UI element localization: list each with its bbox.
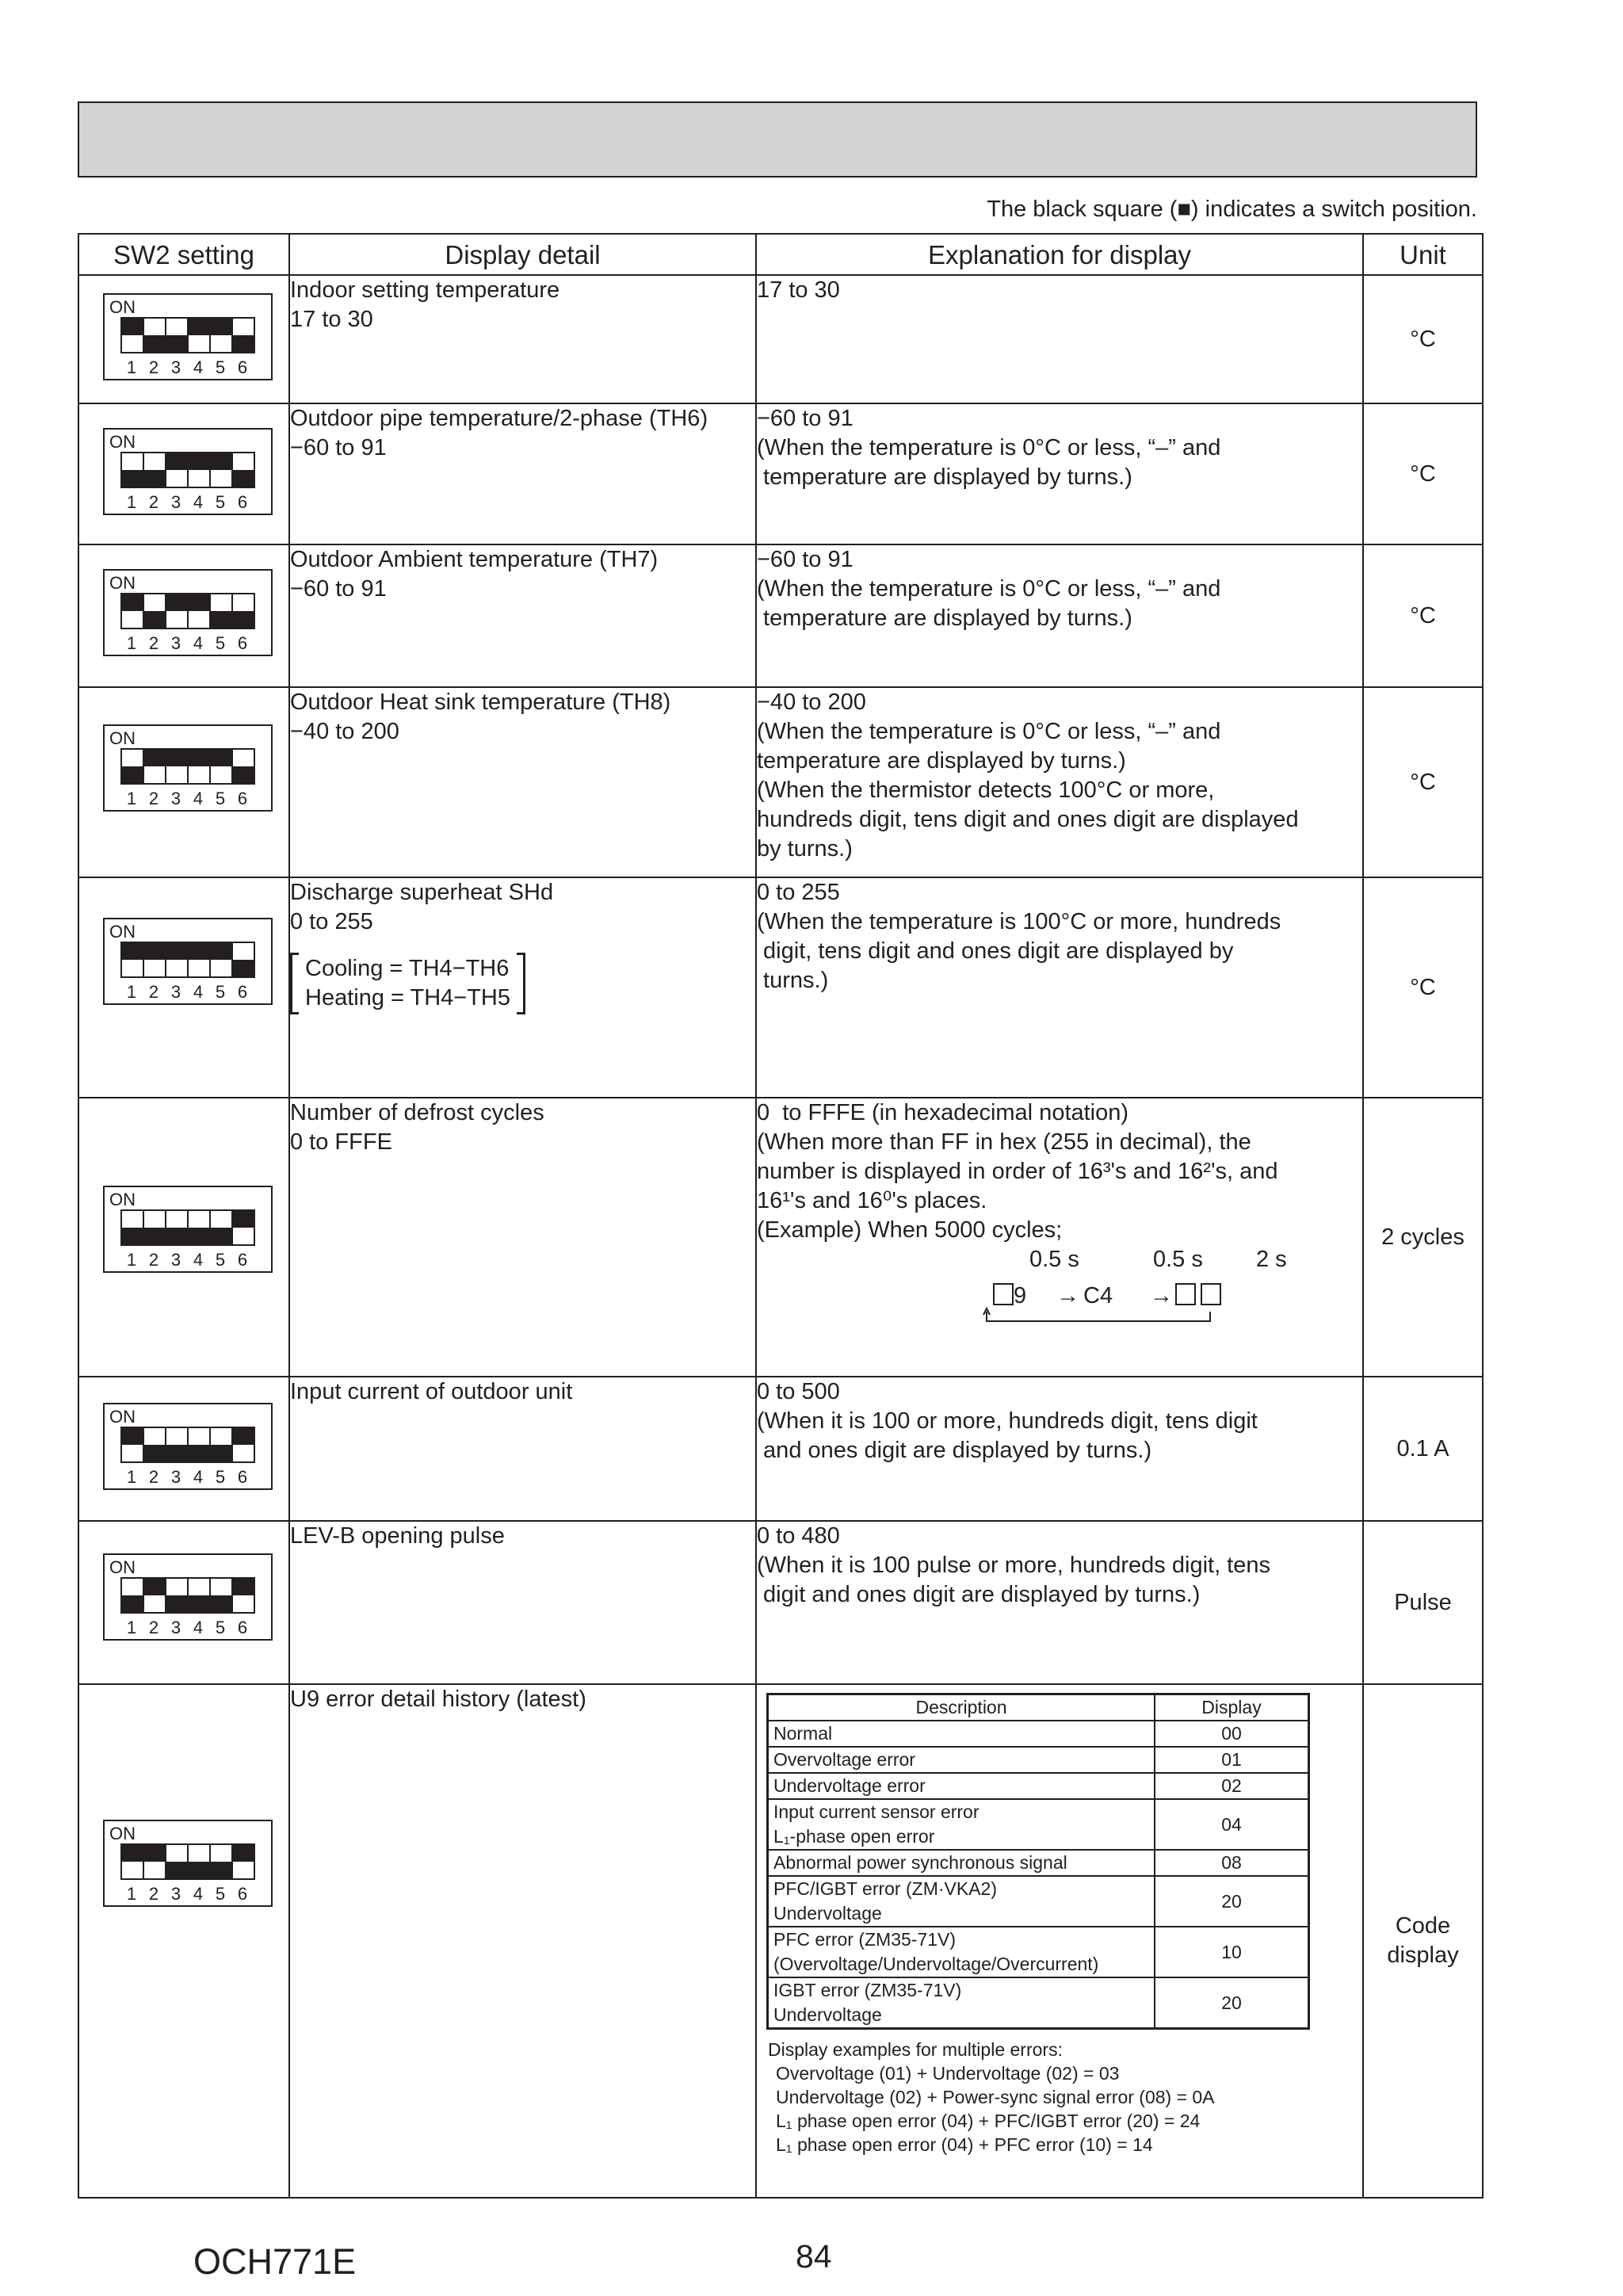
- dip-on-label: ON: [109, 1557, 136, 1577]
- dip-on-label: ON: [109, 573, 136, 593]
- formula-bracket: [290, 953, 525, 1014]
- u9-description-line: Input current sensor error: [773, 1801, 980, 1822]
- dip-switch-4: [187, 1427, 211, 1463]
- u9-description-cell: [768, 1927, 1155, 1977]
- explanation-line: hundreds digit, tens digit and ones digit are displayed: [757, 807, 1299, 832]
- u9-display-code: 20: [1155, 1876, 1309, 1927]
- dip-switch-diagram: [103, 1820, 273, 1907]
- dip-switch-4: [187, 942, 211, 978]
- u9-header-cell: Display: [1155, 1694, 1309, 1721]
- dip-number: 2: [148, 492, 159, 512]
- dip-on-label: ON: [109, 728, 136, 748]
- dip-switch-2: [143, 748, 166, 785]
- dip-switch-6: [231, 593, 255, 629]
- explanation-cell: [756, 877, 1363, 1098]
- u9-examples: [757, 2030, 1362, 2157]
- dip-switch-1: [120, 1209, 144, 1246]
- col-header-sw2: SW2 setting: [78, 234, 289, 275]
- dip-switch-5: [209, 942, 233, 978]
- sw2-setting-cell: [78, 403, 289, 544]
- u9-error-table: [766, 1693, 1310, 2030]
- dip-number: 2: [148, 1884, 159, 1904]
- table-row: [78, 1098, 1483, 1377]
- dip-number: 6: [237, 492, 248, 512]
- u9-description-cell: [768, 1799, 1155, 1850]
- u9-display-code: 02: [1155, 1773, 1309, 1799]
- unit-cell: Pulse: [1363, 1521, 1483, 1684]
- u9-row: [768, 1799, 1309, 1850]
- u9-row: [768, 1773, 1309, 1799]
- dip-number: 4: [193, 492, 204, 512]
- unit-cell: 0.1 A: [1363, 1377, 1483, 1521]
- u9-header-cell: Description: [768, 1694, 1155, 1721]
- explanation-line: (When the temperature is 0°C or less, “–” and: [757, 435, 1221, 460]
- dip-number: 2: [148, 357, 159, 377]
- dip-number: 3: [170, 357, 181, 377]
- sw2-setting-cell: [78, 1377, 289, 1521]
- dip-switch-diagram: [103, 724, 273, 812]
- u9-header-row: [768, 1694, 1309, 1721]
- explanation-cell: [756, 1684, 1363, 2198]
- explanation-line: (When it is 100 pulse or more, hundreds digit, tens: [757, 1553, 1270, 1578]
- table-row: [78, 403, 1483, 544]
- dip-number: 4: [193, 1250, 204, 1270]
- dip-number: 3: [170, 633, 181, 653]
- dip-number: 1: [126, 982, 137, 1002]
- u9-example-line: L₁ phase open error (04) + PFC/IGBT error (20) = 24: [776, 2111, 1201, 2131]
- dip-switch-6: [231, 748, 255, 785]
- dip-switch-5: [209, 452, 233, 488]
- dip-switch-5: [209, 593, 233, 629]
- explanation-line: temperature are displayed by turns.): [757, 464, 1132, 490]
- dip-switch-3: [165, 452, 189, 488]
- unit-cell: °C: [1363, 544, 1483, 687]
- dip-switch-4: [187, 1577, 211, 1614]
- display-detail-cell: [289, 1377, 756, 1521]
- detail-line: Outdoor Ambient temperature (TH7): [290, 547, 659, 572]
- dip-on-label: ON: [109, 1407, 136, 1427]
- dip-number: 3: [170, 1250, 181, 1270]
- explanation-line: and ones digit are displayed by turns.): [757, 1438, 1152, 1463]
- unit-cell: °C: [1363, 877, 1483, 1098]
- u9-description-line: Undervoltage: [773, 2004, 882, 2025]
- explanation-line: −40 to 200: [757, 690, 866, 715]
- dip-number: 2: [148, 1467, 159, 1487]
- dip-switch-2: [143, 942, 166, 978]
- u9-display-code: 08: [1155, 1850, 1309, 1876]
- u9-description-cell: [768, 1977, 1155, 2029]
- u9-examples-title: Display examples for multiple errors:: [768, 2039, 1063, 2060]
- u9-display-code: 01: [1155, 1747, 1309, 1773]
- dip-number: 2: [148, 1618, 159, 1637]
- detail-line: Discharge superheat SHd: [290, 880, 554, 905]
- dip-switch-1: [120, 748, 144, 785]
- display-detail-cell: [289, 1521, 756, 1684]
- explanation-cell: [756, 1377, 1363, 1521]
- detail-line: 17 to 30: [290, 307, 373, 332]
- u9-description-line: Overvoltage error: [773, 1749, 915, 1770]
- detail-line: Input current of outdoor unit: [290, 1379, 573, 1404]
- explanation-line: temperature are displayed by turns.): [757, 748, 1126, 774]
- dip-switch-5: [209, 1843, 233, 1880]
- detail-line: LEV-B opening pulse: [290, 1523, 505, 1549]
- detail-line: 0 to 255: [290, 909, 373, 934]
- u9-description-line: (Overvoltage/Undervoltage/Overcurrent): [773, 1954, 1099, 1974]
- dip-number: 4: [193, 1884, 204, 1904]
- dip-switch-2: [143, 1209, 166, 1246]
- dip-switch-5: [209, 1427, 233, 1463]
- dip-switch-5: [209, 317, 233, 353]
- u9-row: [768, 1850, 1309, 1876]
- dip-on-label: ON: [109, 432, 136, 452]
- detail-line: U9 error detail history (latest): [290, 1687, 586, 1712]
- dip-switch-3: [165, 1209, 189, 1246]
- dip-number: 1: [126, 357, 137, 377]
- dip-switch-4: [187, 452, 211, 488]
- col-header-unit: Unit: [1363, 234, 1483, 275]
- u9-display-code: 20: [1155, 1977, 1309, 2029]
- table-row: [78, 1684, 1483, 2198]
- u9-description-line: Undervoltage error: [773, 1775, 926, 1796]
- dip-number: 1: [126, 492, 137, 512]
- dip-switch-6: [231, 317, 255, 353]
- u9-description-line: IGBT error (ZM35-71V): [773, 1980, 962, 2000]
- col-header-detail: Display detail: [289, 234, 756, 275]
- dip-switch-1: [120, 452, 144, 488]
- explanation-cell: [756, 275, 1363, 403]
- dip-number: 4: [193, 1618, 204, 1637]
- sw2-setting-cell: [78, 1521, 289, 1684]
- u9-description-line: Abnormal power synchronous signal: [773, 1852, 1067, 1873]
- u9-row: [768, 1747, 1309, 1773]
- dip-number: 3: [170, 1884, 181, 1904]
- dip-number: 5: [215, 1250, 226, 1270]
- dip-number: 6: [237, 982, 248, 1002]
- explanation-line: (Example) When 5000 cycles;: [757, 1217, 1063, 1243]
- dip-switch-diagram: [103, 569, 273, 656]
- explanation-cell: [756, 403, 1363, 544]
- table-row: [78, 275, 1483, 403]
- explanation-line: 0 to FFFE (in hexadecimal notation): [757, 1100, 1129, 1125]
- dip-switch-4: [187, 748, 211, 785]
- unit-cell: °C: [1363, 275, 1483, 403]
- dip-number: 2: [148, 633, 159, 653]
- detail-line: −60 to 91: [290, 435, 387, 460]
- example-time: 0.5 s: [1153, 1247, 1203, 1272]
- explanation-line: 0 to 480: [757, 1523, 840, 1549]
- dip-number: 5: [215, 633, 226, 653]
- dip-number: 5: [215, 357, 226, 377]
- dip-number: 3: [170, 789, 181, 808]
- explanation-line: (When the temperature is 0°C or less, “–” and: [757, 576, 1221, 602]
- dip-number: 6: [237, 1884, 248, 1904]
- header-banner: [78, 101, 1477, 178]
- display-detail-cell: [289, 544, 756, 687]
- dip-number: 5: [215, 1618, 226, 1637]
- dip-number: 1: [126, 633, 137, 653]
- dip-on-label: ON: [109, 1824, 136, 1843]
- model-number: OCH771E: [193, 2241, 357, 2282]
- explanation-line: temperature are displayed by turns.): [757, 606, 1132, 631]
- dip-switch-6: [231, 1427, 255, 1463]
- dip-switch-1: [120, 1427, 144, 1463]
- u9-description-line: PFC/IGBT error (ZM·VKA2): [773, 1878, 997, 1899]
- dip-switch-6: [231, 1577, 255, 1614]
- u9-description-cell: [768, 1721, 1155, 1747]
- unit-cell: °C: [1363, 687, 1483, 877]
- explanation-line: (When it is 100 or more, hundreds digit, tens digit: [757, 1408, 1258, 1434]
- seq-step-1: 9: [993, 1282, 1026, 1311]
- explanation-line: digit and ones digit are displayed by turns.): [757, 1582, 1201, 1607]
- explanation-line: digit, tens digit and ones digit are displayed by: [757, 938, 1234, 964]
- detail-line: −60 to 91: [290, 576, 387, 602]
- detail-line: Indoor setting temperature: [290, 277, 560, 303]
- dip-switch-5: [209, 1577, 233, 1614]
- dip-switch-6: [231, 1209, 255, 1246]
- dip-switch-2: [143, 452, 166, 488]
- dip-switch-4: [187, 1843, 211, 1880]
- explanation-line: (When the temperature is 0°C or less, “–” and: [757, 719, 1221, 744]
- dip-switch-diagram: [103, 1403, 273, 1490]
- dip-switch-4: [187, 593, 211, 629]
- u9-example-line: L₁ phase open error (04) + PFC error (10) = 14: [776, 2134, 1153, 2155]
- explanation-cell: [756, 544, 1363, 687]
- dip-number: 1: [126, 1467, 137, 1487]
- display-detail-cell: [289, 275, 756, 403]
- sw2-table: [78, 233, 1484, 2199]
- seq-arrow-icon: →: [1056, 1283, 1079, 1308]
- dip-number: 1: [126, 1618, 137, 1637]
- dip-number: 6: [237, 1250, 248, 1270]
- dip-switch-3: [165, 942, 189, 978]
- dip-switch-2: [143, 1427, 166, 1463]
- u9-description-line: L₁-phase open error: [773, 1826, 935, 1847]
- dip-number: 4: [193, 1467, 204, 1487]
- dip-switch-2: [143, 1843, 166, 1880]
- dip-on-label: ON: [109, 1190, 136, 1209]
- display-detail-cell: [289, 877, 756, 1098]
- dip-number: 2: [148, 982, 159, 1002]
- example-sequence: [757, 1282, 1362, 1329]
- dip-number: 5: [215, 492, 226, 512]
- table-row: [78, 687, 1483, 877]
- dip-switch-4: [187, 1209, 211, 1246]
- dip-number: 1: [126, 1250, 137, 1270]
- dip-number: 5: [215, 1467, 226, 1487]
- dip-on-label: ON: [109, 297, 136, 317]
- unit-cell: Code display: [1363, 1684, 1483, 2198]
- dip-number: 5: [215, 982, 226, 1002]
- table-row: [78, 1377, 1483, 1521]
- explanation-line: by turns.): [757, 836, 853, 861]
- u9-description-cell: [768, 1876, 1155, 1927]
- dip-switch-6: [231, 1843, 255, 1880]
- u9-description-cell: [768, 1747, 1155, 1773]
- explanation-line: 17 to 30: [757, 277, 840, 303]
- dip-number: 6: [237, 357, 248, 377]
- detail-line: Number of defrost cycles: [290, 1100, 544, 1125]
- explanation-line: −60 to 91: [757, 406, 854, 431]
- u9-row: [768, 1876, 1309, 1927]
- display-detail-cell: [289, 1098, 756, 1377]
- unit-cell: 2 cycles: [1363, 1098, 1483, 1377]
- u9-description-cell: [768, 1850, 1155, 1876]
- dip-switch-3: [165, 1427, 189, 1463]
- dip-switch-1: [120, 1577, 144, 1614]
- display-detail-cell: [289, 687, 756, 877]
- dip-number: 1: [126, 1884, 137, 1904]
- table-row: [78, 544, 1483, 687]
- detail-line: Outdoor Heat sink temperature (TH8): [290, 690, 671, 715]
- sw2-setting-cell: [78, 1098, 289, 1377]
- u9-description-line: Undervoltage: [773, 1903, 882, 1924]
- dip-number: 4: [193, 982, 204, 1002]
- seq-arrow-icon: →: [1150, 1283, 1173, 1308]
- explanation-cell: [756, 687, 1363, 877]
- loop-arrow-icon: [757, 1282, 1359, 1329]
- u9-example-line: Overvoltage (01) + Undervoltage (02) = 03: [776, 2063, 1120, 2084]
- u9-row: [768, 1927, 1309, 1977]
- sw2-setting-cell: [78, 544, 289, 687]
- dip-number: 6: [237, 633, 248, 653]
- dip-number: 4: [193, 789, 204, 808]
- u9-example-line: Undervoltage (02) + Power-sync signal error (08) = 0A: [776, 2087, 1215, 2107]
- explanation-cell: [756, 1098, 1363, 1377]
- dip-number: 5: [215, 1884, 226, 1904]
- dip-on-label: ON: [109, 922, 136, 942]
- dip-switch-diagram: [103, 918, 273, 1005]
- explanation-line: 16¹'s and 16⁰'s places.: [757, 1188, 987, 1213]
- dip-switch-6: [231, 942, 255, 978]
- example-time: 2 s: [1256, 1247, 1287, 1272]
- u9-display-code: 10: [1155, 1927, 1309, 1977]
- explanation-line: (When the temperature is 100°C or more, hundreds: [757, 909, 1281, 934]
- dip-switch-3: [165, 317, 189, 353]
- explanation-line: turns.): [757, 968, 829, 993]
- dip-number: 2: [148, 789, 159, 808]
- dip-switch-diagram: [103, 1553, 273, 1641]
- dip-switch-1: [120, 593, 144, 629]
- dip-number: 3: [170, 982, 181, 1002]
- explanation-line: (When more than FF in hex (255 in decimal), the: [757, 1129, 1251, 1155]
- explanation-line: −60 to 91: [757, 547, 854, 572]
- dip-switch-diagram: [103, 1186, 273, 1273]
- dip-switch-1: [120, 942, 144, 978]
- dip-switch-3: [165, 1843, 189, 1880]
- switch-note: The black square (■) indicates a switch position.: [987, 197, 1477, 222]
- dip-number: 6: [237, 1467, 248, 1487]
- sw2-setting-cell: [78, 275, 289, 403]
- dip-switch-1: [120, 317, 144, 353]
- dip-switch-1: [120, 1843, 144, 1880]
- u9-display-code: 04: [1155, 1799, 1309, 1850]
- u9-description-cell: [768, 1773, 1155, 1799]
- dip-switch-4: [187, 317, 211, 353]
- u9-description-line: PFC error (ZM35-71V): [773, 1929, 957, 1950]
- dip-switch-5: [209, 1209, 233, 1246]
- sw2-setting-cell: [78, 1684, 289, 2198]
- u9-row: [768, 1721, 1309, 1747]
- dip-switch-diagram: [103, 428, 273, 515]
- dip-number: 2: [148, 1250, 159, 1270]
- detail-line: 0 to FFFE: [290, 1129, 392, 1155]
- dip-switch-3: [165, 1577, 189, 1614]
- dip-switch-3: [165, 593, 189, 629]
- dip-switch-6: [231, 452, 255, 488]
- dip-switch-3: [165, 748, 189, 785]
- dip-number: 6: [237, 789, 248, 808]
- col-header-explanation: Explanation for display: [756, 234, 1363, 275]
- table-row: [78, 1521, 1483, 1684]
- dip-number: 6: [237, 1618, 248, 1637]
- formula-line: Cooling = TH4−TH6: [305, 956, 510, 981]
- table-row: [78, 877, 1483, 1098]
- u9-description-line: Normal: [773, 1723, 833, 1744]
- dip-number: 3: [170, 1467, 181, 1487]
- unit-cell: °C: [1363, 403, 1483, 544]
- explanation-line: 0 to 255: [757, 880, 840, 905]
- example-time: 0.5 s: [1029, 1247, 1079, 1272]
- display-detail-cell: [289, 403, 756, 544]
- u9-display-code: 00: [1155, 1721, 1309, 1747]
- dip-switch-2: [143, 593, 166, 629]
- dip-number: 1: [126, 789, 137, 808]
- dip-switch-5: [209, 748, 233, 785]
- formula-line: Heating = TH4−TH5: [305, 985, 510, 1010]
- sw2-setting-cell: [78, 687, 289, 877]
- dip-number: 3: [170, 492, 181, 512]
- page-number: 84: [796, 2238, 832, 2275]
- dip-number: 4: [193, 357, 204, 377]
- detail-line: −40 to 200: [290, 719, 399, 744]
- dip-number: 3: [170, 1618, 181, 1637]
- dip-switch-diagram: [103, 293, 273, 380]
- sw2-setting-cell: [78, 877, 289, 1098]
- display-detail-cell: [289, 1684, 756, 2198]
- u9-row: [768, 1977, 1309, 2029]
- explanation-line: 0 to 500: [757, 1379, 840, 1404]
- detail-line: Outdoor pipe temperature/2-phase (TH6): [290, 406, 708, 431]
- dip-number: 4: [193, 633, 204, 653]
- dip-switch-2: [143, 1577, 166, 1614]
- explanation-cell: [756, 1521, 1363, 1684]
- dip-number: 5: [215, 789, 226, 808]
- dip-switch-2: [143, 317, 166, 353]
- explanation-line: (When the thermistor detects 100°C or more,: [757, 777, 1215, 803]
- seq-step-2: C4: [1083, 1283, 1113, 1308]
- explanation-line: number is displayed in order of 16³'s and 16²'s, and: [757, 1159, 1278, 1184]
